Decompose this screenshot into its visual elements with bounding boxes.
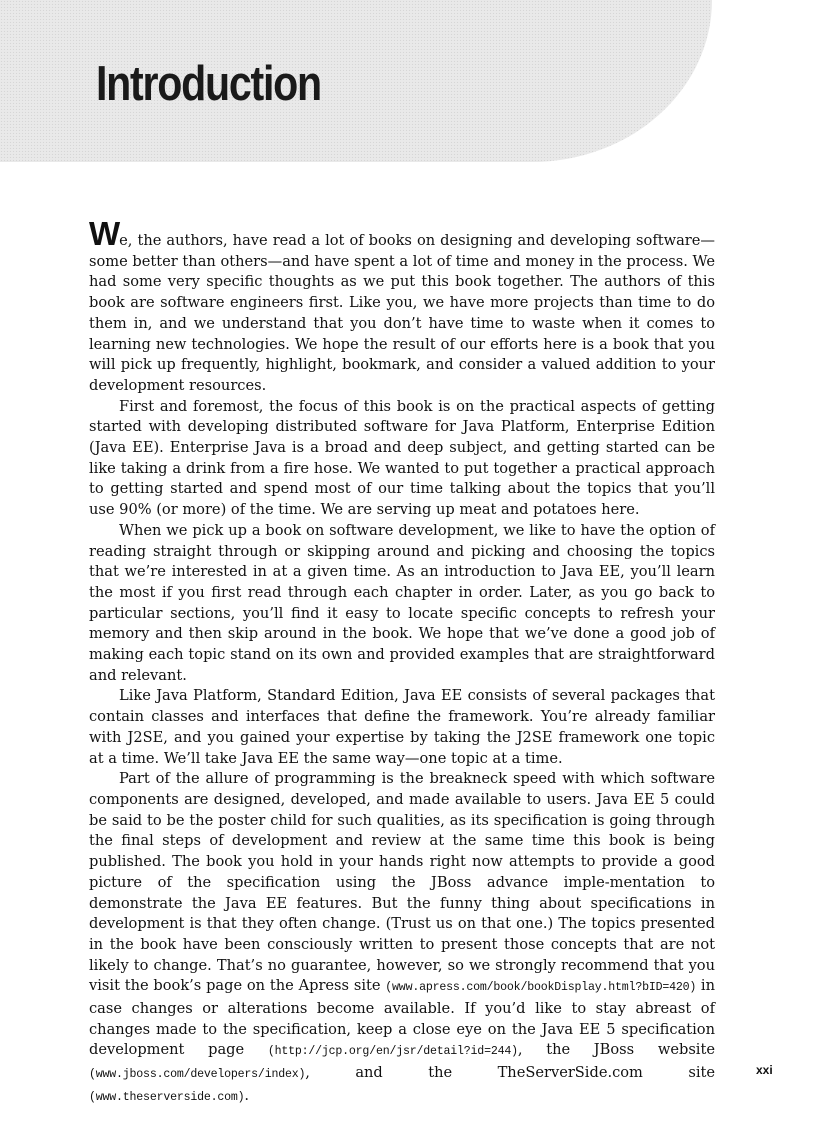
apress-url: (www.apress.com/book/bookDisplay.html?bID=420): [385, 981, 697, 995]
chapter-title: Introduction: [96, 57, 321, 111]
paragraph-5-text-4: , and the TheServerSide.com site: [305, 1064, 715, 1082]
paragraph-2: First and foremost, the focus of this book is on the practical aspects of getting started with developing distributed software for Java Platform, Enterprise Edition (Java EE). Enterprise Java is a broad and deep subject, and getting started can be like taking a drink from a fire hose. We wanted to put together a practical approach to getting started and spend most of our time talking about the topics that you’ll use 90% (or more) of the time. We are serving up meat and potatoes here.: [89, 397, 715, 519]
paragraph-1: [89, 215, 715, 397]
drop-cap: W: [89, 215, 120, 252]
jcp-url: (http://jcp.org/en/jsr/detail?id=244): [267, 1045, 518, 1059]
jboss-url: (www.jboss.com/developers/index): [89, 1068, 306, 1082]
paragraph-5: [89, 769, 715, 1108]
body-text: [89, 215, 715, 1109]
paragraph-5-text-5: .: [244, 1086, 250, 1104]
paragraph-5-text-3: , the JBoss website: [517, 1041, 715, 1059]
page-number: xxi: [756, 1063, 773, 1077]
paragraph-4: Like Java Platform, Standard Edition, Java EE consists of several packages that contain classes and interfaces that define the framework. You’re already familiar with J2SE, and you gained your expertise by taking the J2SE framework one topic at a time. We’ll take Java EE the same way—one topic at a time.: [89, 687, 715, 767]
paragraph-1-text: e, the authors, have read a lot of books on designing and developing software—some better than others—and have spent a lot of time and money in the process. We had some very specific thoughts as we put this book together. The authors of this book are software engineers first. Like you, we have more projects than time to do them in, and we understand that you don’t have time to waste when it comes to learning new technologies. We hope the result of our efforts here is a book that you will pick up frequently, highlight, bookmark, and consider a valued addition to your development resources.: [89, 232, 715, 394]
paragraph-3: When we pick up a book on software development, we like to have the option of reading straight through or skipping around and picking and choosing the topics that we’re interested in at a given time. As an introduction to Java EE, you’ll learn the most if you first read through each chapter in order. Later, as you go back to particular sections, you’ll find it easy to locate specific concepts to refresh your memory and then skip around in the book. We hope that we’ve done a good job of making each topic stand on its own and provided examples that are straightforward and relevant.: [89, 521, 715, 684]
paragraph-5-text-2: in case changes or alterations become available. If you’d like to stay abreast of changes made to the specification, keep a close eye on the Java EE 5 specification development page: [89, 977, 715, 1059]
theserverside-url: (www.theserverside.com): [89, 1090, 245, 1104]
paragraph-5-text-1: Part of the allure of programming is the breakneck speed with which software components are designed, developed, and made available to users. Java EE 5 could be said to be the poster child for such qualities, as its specification is going through the final steps of development and review at the same time this book is being published. The book you hold in your hands right now attempts to provide a good picture of the specification using the JBoss advance imple-mentation to demonstrate the Java EE features. But the funny thing about specifications in development is that they often change. (Trust us on that one.) The topics presented in the book have been consciously written to present those concepts that are not likely to change. That’s no guarantee, however, so we strongly recommend that you visit the book’s page on the Apress site: [89, 770, 715, 995]
